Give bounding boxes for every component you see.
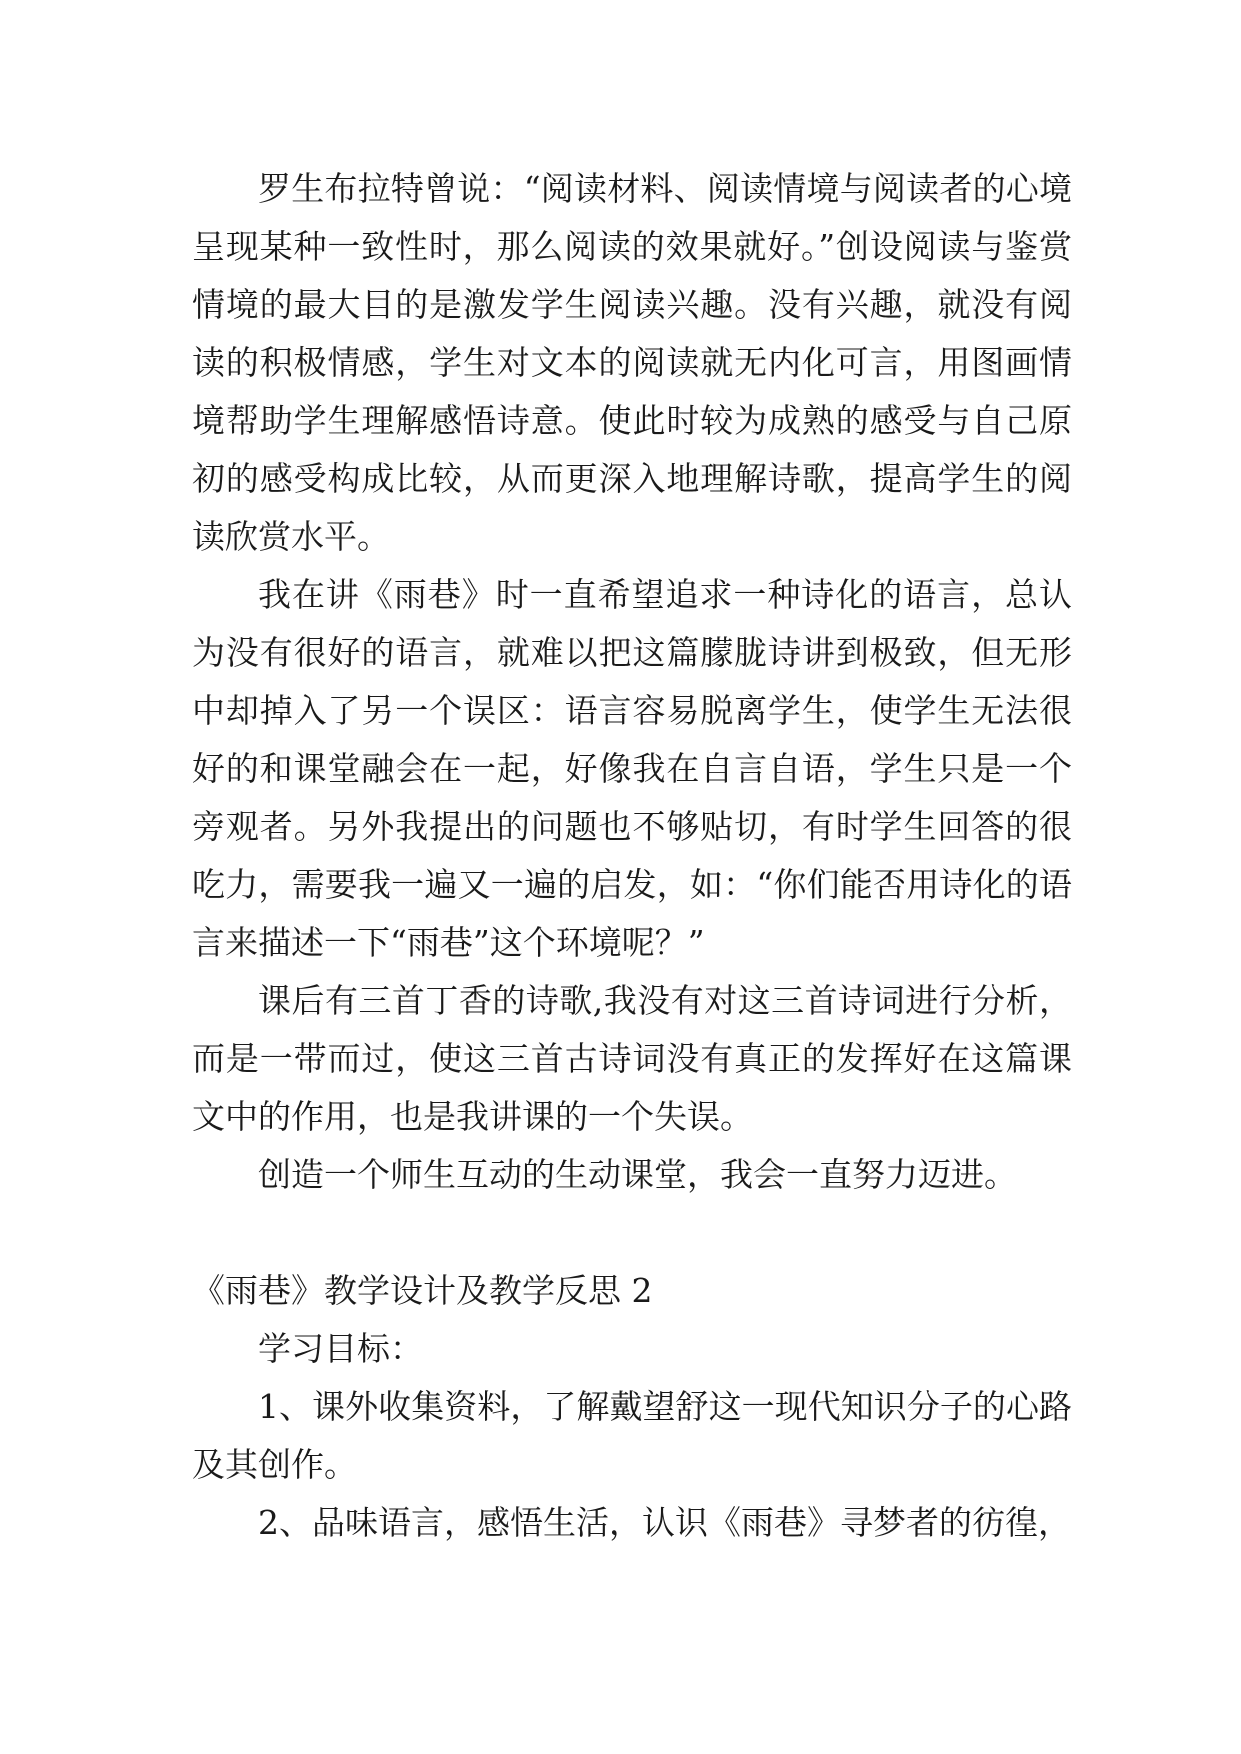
paragraph: 1、课外收集资料，了解戴望舒这一现代知识分子的心路及其创作。 (192, 1387, 1072, 1484)
paragraph: 创造一个师生互动的生动课堂，我会一直努力迈进。 (258, 1155, 1017, 1194)
paragraph: 罗生布拉特曾说：“阅读材料、阅读情境与阅读者的心境呈现某种一致性时，那么阅读的效果就好。”创设阅读与鉴赏情境的最大目的是激发学生阅读兴趣。没有兴趣，就没有阅读的积极情感，学生对文本的阅读就无内化可言，用图画情境帮助学生理解感悟诗意。使此时较为成熟的感受与自己原初的感受构成比较，从而更深入地理解诗歌，提高学生的阅读欣赏水平。 (192, 169, 1072, 556)
document-page (192, 160, 1072, 1552)
paragraph: 学习目标： (258, 1329, 423, 1368)
paragraph: 我在讲《雨巷》时一直希望追求一种诗化的语言，总认为没有很好的语言，就难以把这篇朦胧诗讲到极致，但无形中却掉入了另一个误区：语言容易脱离学生，使学生无法很好的和课堂融会在一起，好像我在自言自语，学生只是一个旁观者。另外我提出的问题也不够贴切，有时学生回答的很吃力，需要我一遍又一遍的启发，如：“你们能否用诗化的语言来描述一下“雨巷”这个环境呢？” (192, 575, 1072, 962)
paragraph: 2、品味语言，感悟生活，认识《雨巷》寻梦者的彷徨， (258, 1503, 1071, 1542)
paragraph: 课后有三首丁香的诗歌,我没有对这三首诗词进行分析，而是一带而过，使这三首古诗词没有真正的发挥好在这篇课文中的作用，也是我讲课的一个失误。 (192, 981, 1072, 1136)
section-title: 《雨巷》教学设计及教学反思 2 (192, 1271, 653, 1310)
